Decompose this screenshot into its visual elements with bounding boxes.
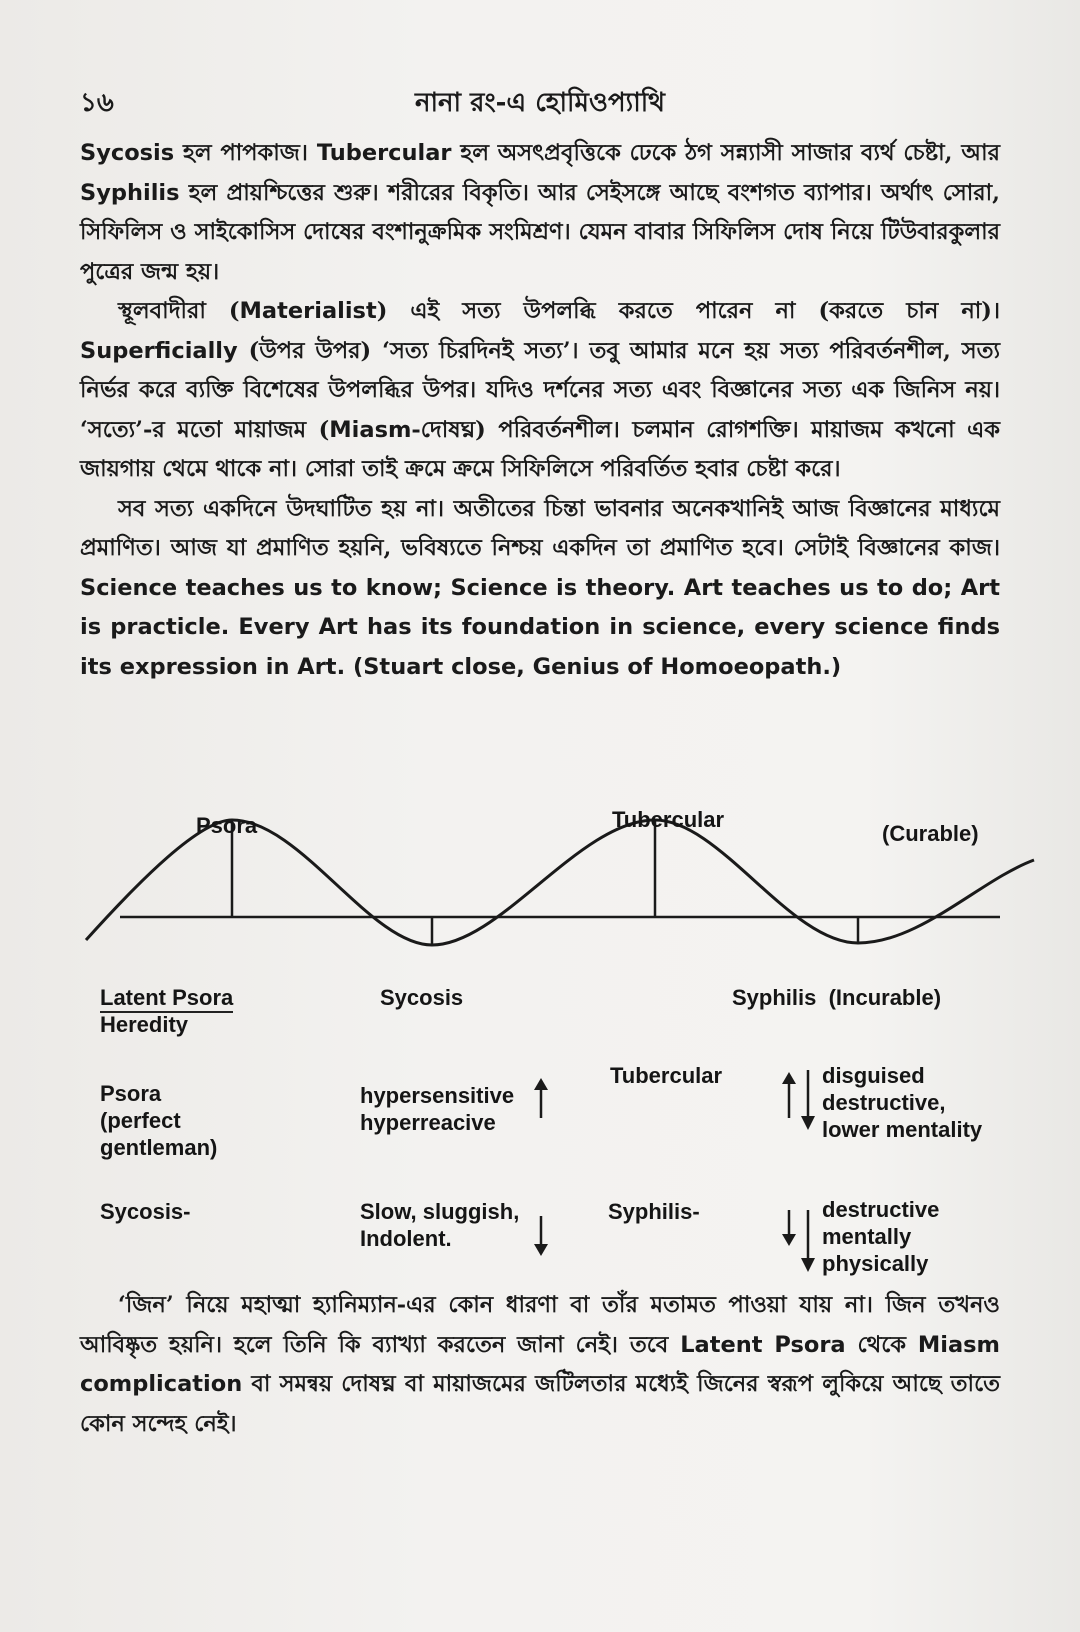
psora-desc1: hypersensitive (360, 1083, 515, 1108)
sycosis-desc1: Slow, sluggish, (360, 1199, 520, 1224)
wave-curve (86, 820, 1034, 945)
sycosis-label: Sycosis- (100, 1199, 191, 1224)
running-title: নানা রং-এ হোমিওপ্যাথি (414, 88, 666, 118)
down-arrow-icon (534, 1216, 548, 1256)
english-text: Sycosis (80, 140, 175, 166)
english-text: Syphilis (80, 179, 180, 206)
tubercular-desc1: disguised (822, 1063, 925, 1088)
paragraph (80, 292, 1000, 490)
page-number: ১৬ (80, 88, 114, 118)
psora-desc2: hyperreacive (360, 1110, 496, 1135)
english-text: Tubercular (316, 140, 452, 166)
sycosis-desc2: Indolent. (360, 1226, 452, 1251)
psora-line1: Psora (100, 1081, 162, 1106)
psora-line2: (perfect (100, 1108, 181, 1133)
bengali-text: হল পাপকাজ। (174, 140, 317, 166)
up-arrow-icon (534, 1078, 548, 1118)
label-heredity: Heredity (100, 1012, 189, 1037)
english-text: Science teaches us to know; Science is theory. Art teaches us to do; Art is practicle. Every Art has its foundation in science, every science finds its expression in Art. (Stuart close, Genius of Homoeopath.) (80, 574, 1000, 680)
label-sycosis: Sycosis (380, 985, 464, 1010)
tubercular-desc2: destructive, (822, 1090, 946, 1115)
bengali-text: স্থূলবাদীরা ( (118, 298, 240, 324)
bengali-text: ) এই সত্য উপলব্ধি করতে পারেন না (করতে চান না)। (376, 298, 1000, 324)
syphilis-desc3: physically (822, 1251, 929, 1276)
english-text: Latent Psora (680, 1331, 846, 1358)
label-psora: Psora (196, 813, 258, 838)
bengali-text: ‘জিন’ নিয়ে মহাত্মা হ্যানিম্যান-এর কোন ধারণা বা তাঁর মতামত পাওয়া যায় না। জিন তখনও আবিষ্কৃত হয়নি। হলে তিনি কি ব্যাখ্যা করতেন জানা নেই। তবে (80, 1292, 1000, 1358)
bengali-text: বা সমন্বয় দোষঘ্ন বা মায়াজমের জটিলতার মধ্যেই জিনের স্বরূপ লুকিয়ে আছে তাতে কোন সন্দেহ নেই। (80, 1371, 1000, 1437)
bengali-text: -দোষঘ্ন) পরিবর্তনশীল। চলমান রোগশক্তি। মায়াজম কখনো এক জায়গায় থেমে থাকে না। সোরা তাই ক্রমে ক্রমে সিফিলিসে পরিবর্তিত হবার চেষ্টা করে। (80, 416, 1001, 482)
bengali-text: হল অসৎপ্রবৃত্তিকে ঢেকে ঠগ সন্ন্যাসী সাজার ব্যর্থ চেষ্টা, আর (451, 140, 1000, 166)
page-header (78, 82, 1002, 122)
paragraph (80, 134, 1000, 292)
syphilis-label: Syphilis- (608, 1199, 700, 1224)
double-down-arrows-icon (782, 1210, 815, 1272)
body-text-bottom (80, 1286, 1000, 1444)
up-down-arrows-icon (782, 1070, 815, 1130)
english-text: Superficially (80, 337, 238, 364)
english-text: Materialist (239, 298, 377, 324)
label-syphilis-incurable: Syphilis (Incurable) (732, 985, 942, 1010)
syphilis-desc1: destructive (822, 1197, 940, 1222)
bengali-text: হল প্রায়শ্চিত্তের শুরু। শরীরের বিকৃতি। আর সেইসঙ্গে আছে বংশগত ব্যাপার। অর্থাৎ সোরা, সিফিলিস ও সাইকোসিস দোষের বংশানুক্রমিক সংমিশ্রণ। যেমন বাবার সিফিলিস দোষ নিয়ে টিউবারকুলার পুত্রের জন্ম হয়। (80, 179, 1000, 285)
label-latent-psora: Latent Psora (100, 984, 233, 1013)
label-curable: (Curable) (882, 821, 979, 846)
bengali-text: সব সত্য একদিনে উদঘাটিত হয় না। অতীতের চিন্তা ভাবনার অনেকখানিই আজ বিজ্ঞানের মাধ্যমে প্রমাণিত। আজ যা প্রমাণিত হয়নি, ভবিষ্যতে নিশ্চয় একদিন তা প্রমাণিত হবে। সেটাই বিজ্ঞানের কাজ। (80, 495, 1000, 561)
body-text-top (80, 134, 1000, 687)
paragraph (80, 490, 1000, 688)
psora-line3: gentleman) (100, 1135, 218, 1160)
bengali-text: থেকে (845, 1331, 918, 1358)
tubercular-desc3: lower mentality (822, 1117, 983, 1142)
bengali-text: (উপর উপর) ‘সত্য চিরদিনই সত্য’। তবু আমার মনে হয় সত্য পরিবর্তনশীল, সত্য নির্ভর করে ব্যক্তি বিশেষের উপলব্ধির উপর। যদিও দর্শনের সত্য এবং বিজ্ঞানের সত্য এক জিনিস নয়। ‘সত্যে’-র মতো মায়াজম ( (80, 337, 1000, 443)
english-text: Miasm complication (80, 1331, 1000, 1397)
syphilis-desc2: mentally (822, 1224, 912, 1249)
label-tubercular: Tubercular (612, 807, 725, 832)
tubercular-label: Tubercular (610, 1063, 723, 1088)
english-text: Miasm (329, 416, 412, 443)
paragraph (80, 1286, 1000, 1444)
